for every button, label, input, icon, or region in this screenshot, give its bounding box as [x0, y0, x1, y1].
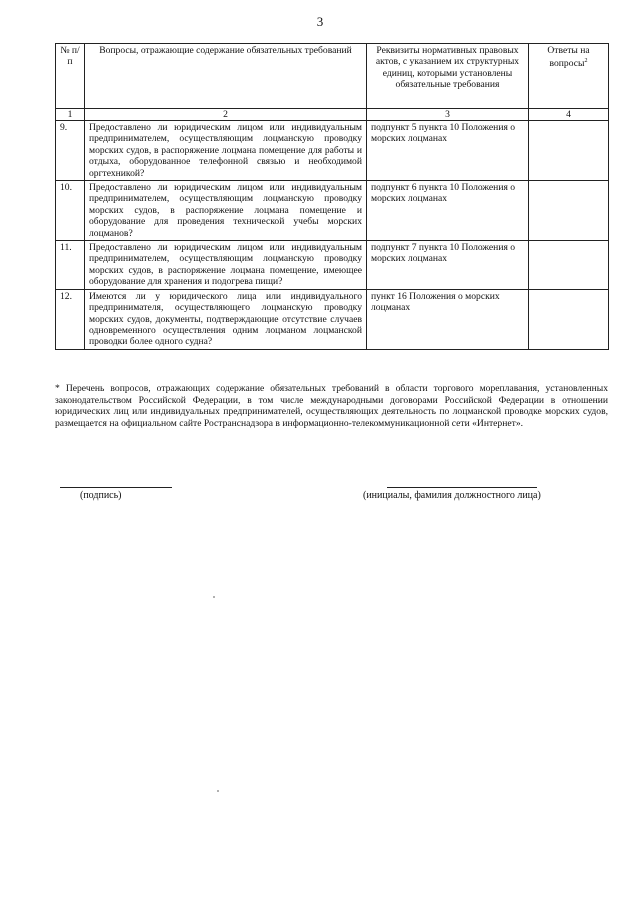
row-reference: пункт 16 Положения о морских лоцманах [367, 289, 529, 349]
footnote: * Перечень вопросов, отражающих содержание обязательных требований в области торгового мореплавания, установленных законодательством Российской Федерации, в том числе международными договорами Российской Федерации в отношении юридических лиц или индивидуальных предпринимателей, осуществляющих деятельность по лоцманской проводке морских судов, размещается на официальном сайте Ространснадзора в информационно-телекоммуникационной сети «Интернет». [55, 383, 608, 429]
row-reference: подпункт 7 пункта 10 Положения о морских лоцманах [367, 241, 529, 290]
row-answer-cell[interactable] [529, 289, 609, 349]
requirements-table [55, 43, 609, 350]
column-index: 4 [529, 109, 609, 121]
row-reference: подпункт 6 пункта 10 Положения о морских лоцманах [367, 181, 529, 241]
header-answers [529, 44, 609, 109]
official-name-label: (инициалы, фамилия должностного лица) [363, 490, 541, 501]
header-questions: Вопросы, отражающие содержание обязательных требований [85, 44, 367, 109]
scan-speck [217, 790, 219, 792]
header-answers-text: Ответы на вопросы [547, 45, 590, 70]
row-question: Предоставлено ли юридическим лицом или индивидуальным предпринимателем, осуществляющим лоцманскую проводку морских судов, в распоряжение лоцмана помещение и оборудование для проведения технической учебы морских лоцманов? [85, 181, 367, 241]
column-index: 1 [56, 109, 85, 121]
name-line [387, 487, 537, 488]
table-row [56, 241, 609, 290]
scan-speck [213, 596, 215, 598]
page-number: 3 [316, 14, 324, 29]
signature-label: (подпись) [80, 490, 122, 501]
column-index: 3 [367, 109, 529, 121]
row-answer-cell[interactable] [529, 241, 609, 290]
header-legal-references: Реквизиты нормативных правовых актов, с указанием их структурных единиц, которыми установлены обязательные требования [367, 44, 529, 109]
table-header-row [56, 44, 609, 109]
row-number: 11. [56, 241, 85, 290]
signature-line [60, 487, 172, 488]
table-row [56, 289, 609, 349]
column-index: 2 [85, 109, 367, 121]
row-number: 12. [56, 289, 85, 349]
column-index-row [56, 109, 609, 121]
row-answer-cell[interactable] [529, 121, 609, 181]
row-question: Имеются ли у юридического лица или индивидуального предпринимателя, осуществляющего лоцманскую проводку морских судов, документы, подтверждающие отсутствие случаев одновременного осуществления одним лоцманом лоцманской проводки более одного судна? [85, 289, 367, 349]
row-question: Предоставлено ли юридическим лицом или индивидуальным предпринимателем, осуществляющим лоцманскую проводку морских судов, в распоряжение лоцмана помещение, имеющее оборудование для хранения и подогрева пищи? [85, 241, 367, 290]
row-question: Предоставлено ли юридическим лицом или индивидуальным предпринимателем, осуществляющим лоцманскую проводку морских судов, в распоряжение лоцмана помещение для работы и отдыха, оборудованное телефонной связью и необходимой оргтехникой? [85, 121, 367, 181]
table-row [56, 181, 609, 241]
row-number: 9. [56, 121, 85, 181]
header-number: № п/п [56, 44, 85, 109]
header-answers-footnote-mark: 2 [584, 58, 588, 65]
row-reference: подпункт 5 пункта 10 Положения о морских лоцманах [367, 121, 529, 181]
row-answer-cell[interactable] [529, 181, 609, 241]
table-row [56, 121, 609, 181]
row-number: 10. [56, 181, 85, 241]
